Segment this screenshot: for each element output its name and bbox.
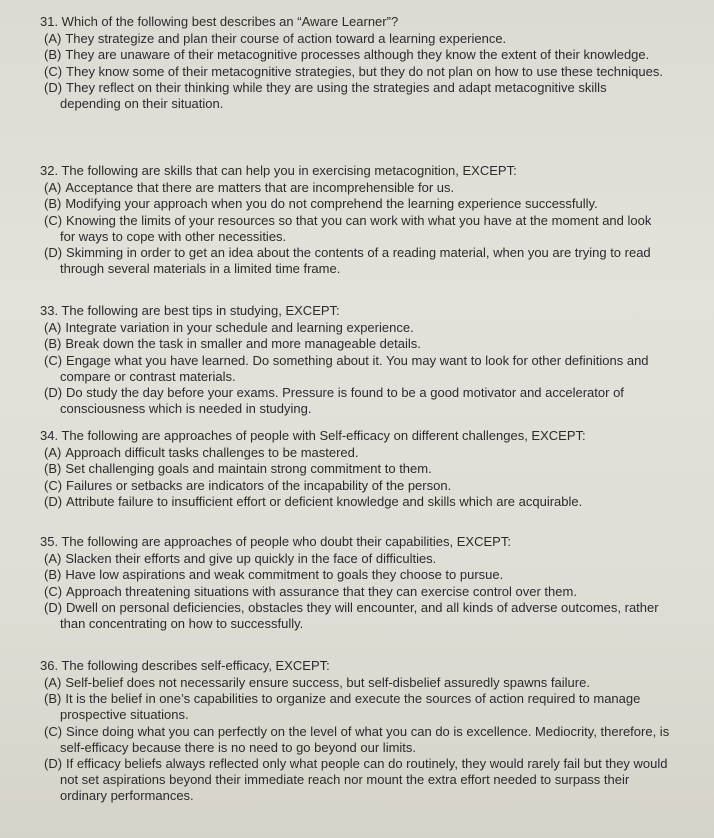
option-a[interactable] <box>0 674 714 691</box>
option-letter: (B) <box>44 691 62 706</box>
option-letter: (D) <box>44 600 63 615</box>
option-letter: (D) <box>44 385 63 400</box>
option-d[interactable] <box>0 494 714 511</box>
option-text: It is the belief in one’s capabilities to organize and execute the sources of action required to manage prospective situations. <box>60 691 641 722</box>
option-letter: (A) <box>44 179 62 195</box>
option-d[interactable] <box>0 80 714 113</box>
question-35 <box>0 534 714 632</box>
question-32 <box>0 163 714 277</box>
option-letter: (C) <box>44 212 63 228</box>
question-34 <box>0 428 714 510</box>
option-letter: (D) <box>44 80 63 95</box>
option-text: Attribute failure to insufficient effort or deficient knowledge and skills which are acquirable. <box>66 494 583 509</box>
option-text: They are unaware of their metacognitive processes although they know the extent of their knowledge. <box>65 47 650 62</box>
option-text: Break down the task in smaller and more manageable details. <box>65 336 421 351</box>
question-stem: 35. The following are approaches of people who doubt their capabilities, EXCEPT: <box>40 534 511 549</box>
option-text: Self-belief does not necessarily ensure success, but self-disbelief assuredly spawns failure. <box>65 674 590 690</box>
question-36 <box>0 658 714 804</box>
option-c[interactable] <box>0 212 714 245</box>
option-c[interactable] <box>0 477 714 494</box>
option-b[interactable] <box>0 336 714 353</box>
option-c[interactable] <box>0 723 714 756</box>
question-33 <box>0 303 714 417</box>
question-stem: 33. The following are best tips in studying, EXCEPT: <box>40 303 340 318</box>
option-text: Modifying your approach when you do not comprehend the learning experience successfully. <box>65 196 598 211</box>
option-a[interactable] <box>0 30 714 47</box>
option-b[interactable] <box>0 567 714 584</box>
option-text: Skimming in order to get an idea about the contents of a reading material, when you are trying to read through several materials in a limited time frame. <box>60 245 651 276</box>
option-d[interactable] <box>0 385 714 418</box>
option-letter: (D) <box>44 756 63 771</box>
option-a[interactable] <box>0 550 714 567</box>
option-d[interactable] <box>0 600 714 633</box>
option-a[interactable] <box>0 179 714 196</box>
option-letter: (C) <box>44 352 63 368</box>
option-text: Since doing what you can perfectly on the level of what you can do is excellence. Mediocrity, therefore, is self-efficacy because there is no need to go beyond our limits. <box>60 723 670 755</box>
option-text: They know some of their metacognitive strategies, but they do not plan on how to use these techniques. <box>66 63 663 79</box>
option-text: They strategize and plan their course of action toward a learning experience. <box>65 30 507 46</box>
option-b[interactable] <box>0 691 714 724</box>
option-letter: (A) <box>44 444 62 460</box>
option-text: Acceptance that there are matters that are incomprehensible for us. <box>65 179 455 195</box>
option-text: Set challenging goals and maintain strong commitment to them. <box>65 461 432 476</box>
option-a[interactable] <box>0 319 714 336</box>
option-letter: (C) <box>44 63 63 79</box>
option-letter: (C) <box>44 583 63 599</box>
option-text: Failures or setbacks are indicators of the incapability of the person. <box>66 477 452 493</box>
option-b[interactable] <box>0 47 714 64</box>
option-c[interactable] <box>0 583 714 600</box>
option-text: Integrate variation in your schedule and learning experience. <box>65 319 414 335</box>
question-stem: 34. The following are approaches of people with Self-efficacy on different challenges, EXCEPT: <box>40 428 586 443</box>
option-b[interactable] <box>0 461 714 478</box>
option-text: Slacken their efforts and give up quickly in the face of difficulties. <box>65 550 437 566</box>
option-letter: (B) <box>44 47 62 62</box>
option-text: Approach threatening situations with assurance that they can exercise control over them. <box>66 583 577 599</box>
option-letter: (B) <box>44 567 62 582</box>
option-d[interactable] <box>0 756 714 805</box>
option-letter: (D) <box>44 245 63 260</box>
option-letter: (A) <box>44 674 62 690</box>
option-text: Knowing the limits of your resources so that you can work with what you have at the moment and look for ways to cope with other necessities. <box>60 212 652 244</box>
option-c[interactable] <box>0 63 714 80</box>
option-c[interactable] <box>0 352 714 385</box>
question-stem: 31. Which of the following best describes an “Aware Learner”? <box>40 14 399 29</box>
option-text: They reflect on their thinking while they are using the strategies and adapt metacognitive skills depending on their situation. <box>60 80 607 111</box>
option-letter: (B) <box>44 196 62 211</box>
option-letter: (D) <box>44 494 63 509</box>
option-d[interactable] <box>0 245 714 278</box>
option-letter: (A) <box>44 550 62 566</box>
question-stem: 36. The following describes self-efficacy, EXCEPT: <box>40 658 330 673</box>
option-b[interactable] <box>0 196 714 213</box>
question-stem: 32. The following are skills that can help you in exercising metacognition, EXCEPT: <box>40 163 517 178</box>
option-text: Dwell on personal deficiencies, obstacles they will encounter, and all kinds of adverse outcomes, rather than concentrating on how to successfully. <box>60 600 659 631</box>
question-31 <box>0 14 714 112</box>
option-text: Approach difficult tasks challenges to be mastered. <box>65 444 359 460</box>
option-letter: (B) <box>44 461 62 476</box>
option-letter: (A) <box>44 319 62 335</box>
option-text: Have low aspirations and weak commitment to goals they choose to pursue. <box>65 567 504 582</box>
option-letter: (A) <box>44 30 62 46</box>
option-letter: (C) <box>44 477 63 493</box>
option-letter: (C) <box>44 723 63 739</box>
option-text: Engage what you have learned. Do something about it. You may want to look for other definitions and compare or contrast materials. <box>60 352 649 384</box>
option-text: Do study the day before your exams. Pressure is found to be a good motivator and accelerator of consciousness which is needed in studying. <box>60 385 624 416</box>
option-letter: (B) <box>44 336 62 351</box>
option-text: If efficacy beliefs always reflected only what people can do routinely, they would rarely fail but they would not set aspirations beyond their immediate reach nor mount the extra effort needed to surpass their ordinary performances. <box>60 756 668 803</box>
option-a[interactable] <box>0 444 714 461</box>
